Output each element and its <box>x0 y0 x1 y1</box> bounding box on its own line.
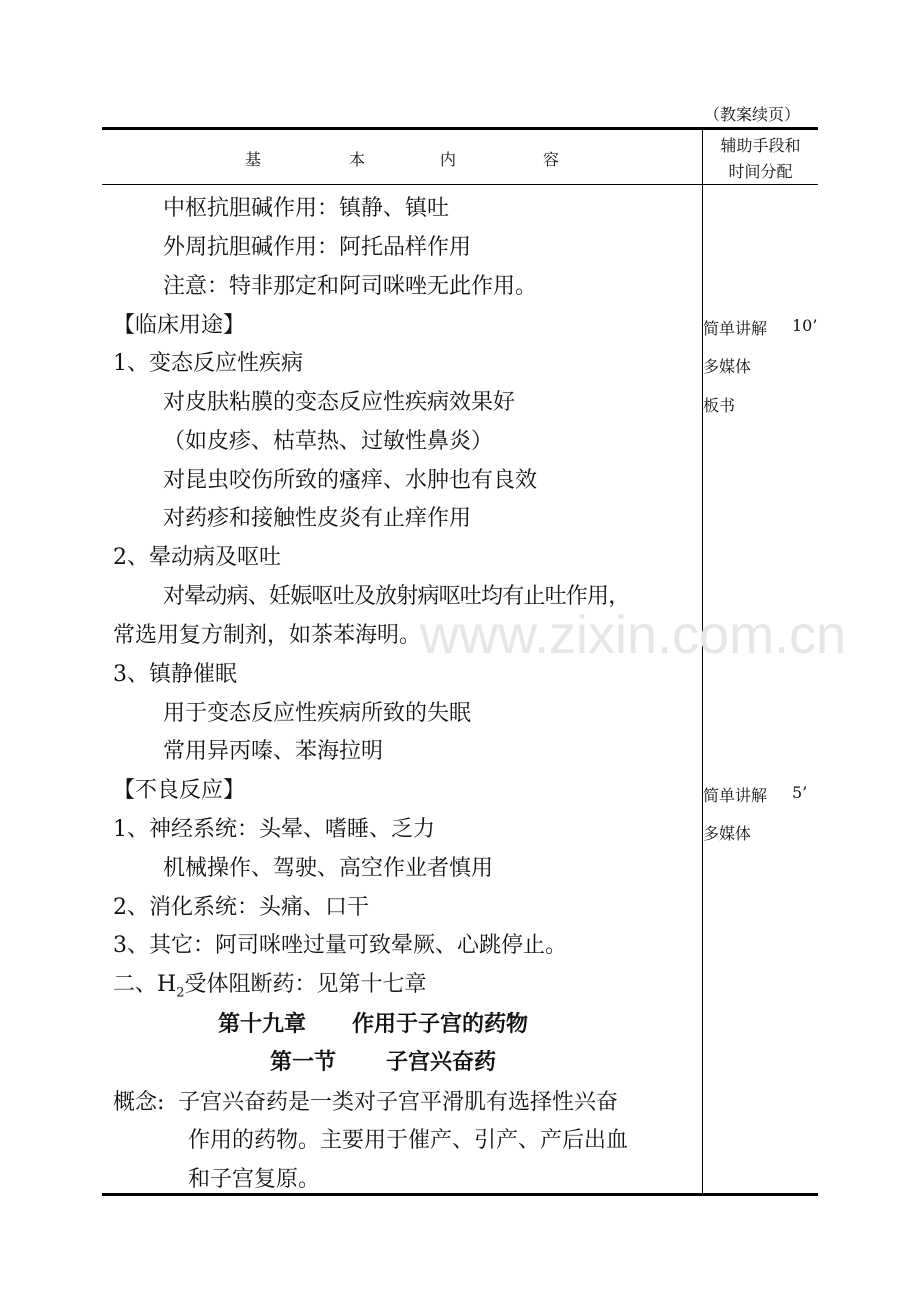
content-line: 对昆虫咬伤所致的瘙痒、水肿也有良效 <box>163 468 538 493</box>
chapter-title <box>218 1011 528 1039</box>
content-line: 常选用复方制剂，如茶苯海明。 <box>113 623 422 648</box>
content-line: 3、其它：阿司咪唑过量可致晕厥、心跳停止。 <box>113 933 567 958</box>
concept-label: 概念: <box>113 1090 165 1115</box>
header-char: 本 <box>349 150 366 169</box>
header-aux-column <box>703 133 818 185</box>
header-aux-line: 辅助手段和 <box>720 136 801 155</box>
content-line: （如皮疹、枯草热、过敏性鼻炎） <box>163 429 494 454</box>
side-note: 多媒体 <box>703 357 752 376</box>
side-note: 简单讲解 <box>703 786 768 805</box>
content-line: 对晕动病、妊娠呕吐及放射病呕吐均有止吐作用， <box>163 584 630 609</box>
side-note: 简单讲解 <box>703 319 768 338</box>
content-line: 用于变态反应性疾病所致的失眠 <box>163 701 472 726</box>
header-char: 基 <box>245 150 262 169</box>
content-line: 1、神经系统：头晕、嗜睡、乏力 <box>113 817 435 842</box>
header-content-column <box>102 127 702 184</box>
content-line: 注意：特非那定和阿司咪唑无此作用。 <box>163 274 538 299</box>
content-line: 3、镇静催眠 <box>113 662 237 687</box>
content-line: 机械操作、驾驶、高空作业者慎用 <box>163 856 494 881</box>
header-char: 容 <box>543 150 560 169</box>
h2-subscript: 2 <box>176 985 185 1001</box>
h2-suffix: 受体阻断药：见第十七章 <box>184 972 427 997</box>
content-line: 中枢抗胆碱作用：镇静、镇吐 <box>163 196 450 221</box>
concept-line: 和子宫复原。 <box>188 1167 321 1192</box>
chapter-number: 第十九章 <box>218 1012 307 1037</box>
header-aux-line: 时间分配 <box>728 162 793 181</box>
side-note: 板书 <box>703 396 736 415</box>
content-line: 常用异丙嗪、苯海拉明 <box>163 739 384 764</box>
content-line: 2、消化系统：头痛、口干 <box>113 895 369 920</box>
header-char: 内 <box>440 150 457 169</box>
content-line: 对皮肤粘膜的变态反应性疾病效果好 <box>163 390 516 415</box>
section-number: 第一节 <box>270 1050 337 1075</box>
content-line: 外周抗胆碱作用：阿托品样作用 <box>163 235 472 260</box>
section-name: 子宫兴奋药 <box>386 1050 497 1075</box>
continuation-label: （教案续页） <box>704 105 801 124</box>
h2-prefix: 二、H <box>113 972 177 997</box>
content-line: 对药疹和接触性皮炎有止痒作用 <box>163 506 472 531</box>
h2-line <box>113 971 426 1007</box>
concept-line: 作用的药物。主要用于催产、引产、产后出血 <box>188 1128 629 1153</box>
watermark: www.zixin.com.cn <box>420 605 847 665</box>
section-heading: 【临床用途】 <box>113 313 246 338</box>
side-note: 多媒体 <box>703 824 752 843</box>
section-title <box>270 1049 496 1077</box>
side-note-time: 10’ <box>792 316 818 335</box>
content-line: 2、晕动病及呕吐 <box>113 545 281 570</box>
chapter-name: 作用于子宫的药物 <box>352 1012 529 1037</box>
section-heading: 【不良反应】 <box>113 778 246 803</box>
side-note-time: 5’ <box>792 783 808 802</box>
concept-line: 子宫兴奋药是一类对子宫平滑肌有选择性兴奋 <box>178 1090 619 1115</box>
content-line: 1、变态反应性疾病 <box>113 351 303 376</box>
